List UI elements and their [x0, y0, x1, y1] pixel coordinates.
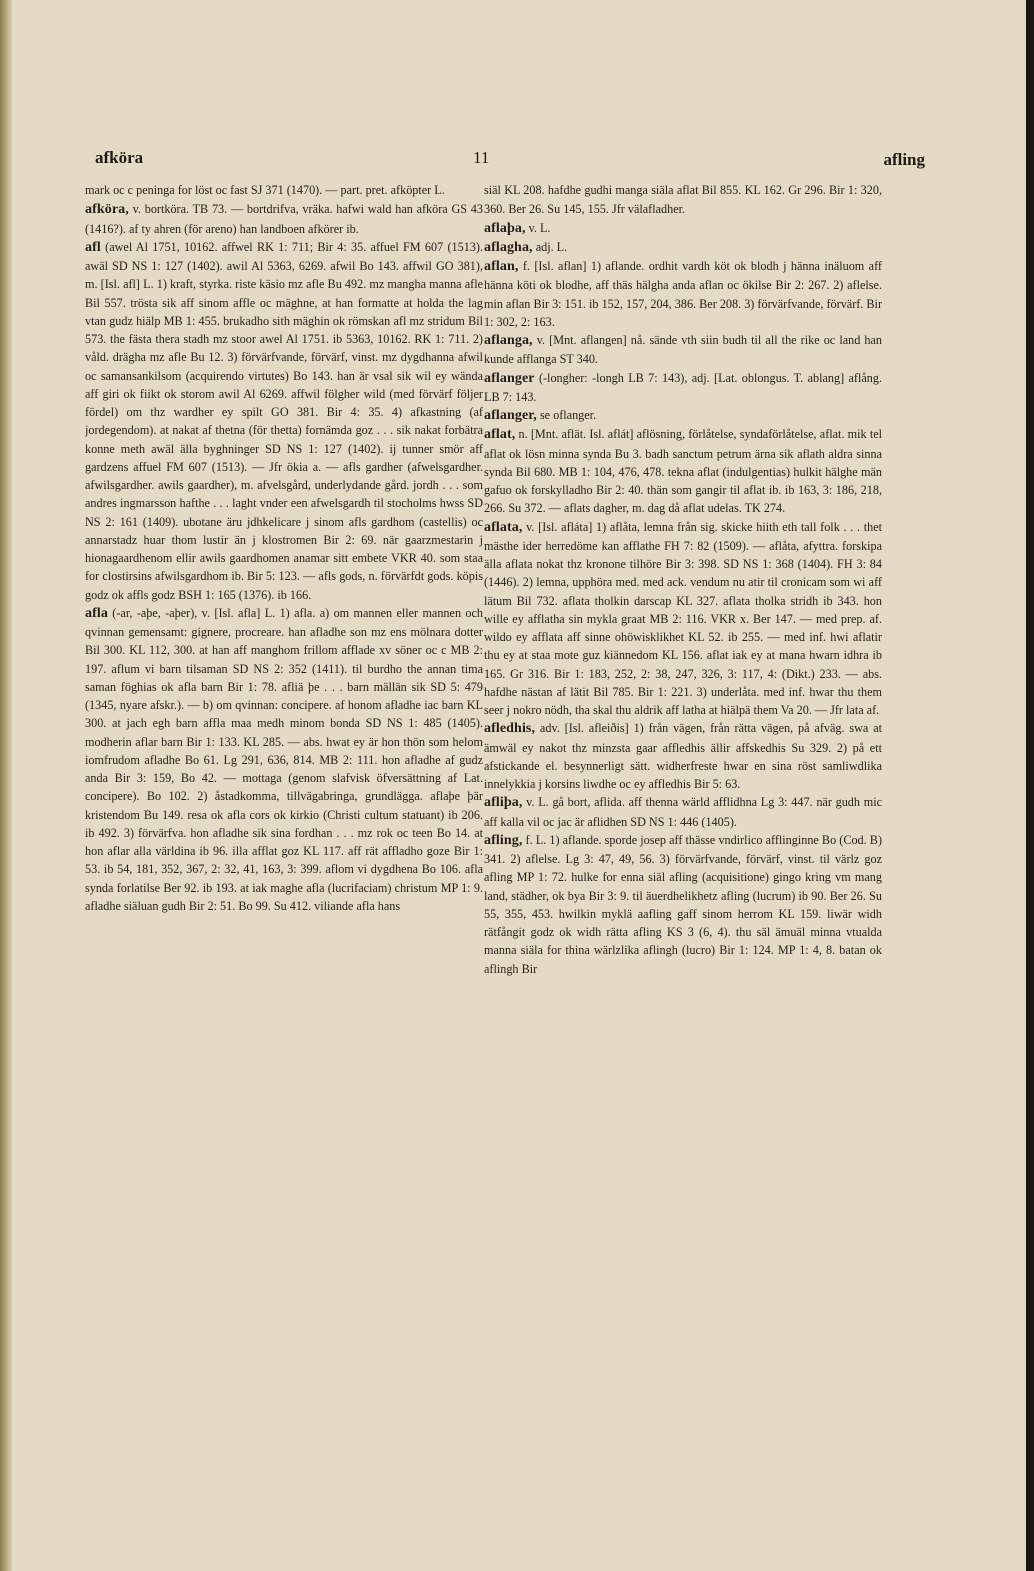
left-running-headword: afköra — [95, 148, 144, 167]
dictionary-entry — [85, 181, 483, 200]
dictionary-entry — [484, 831, 882, 978]
entry-headword: aflanger — [484, 370, 535, 386]
entry-text: n. [Mnt. aflät. Isl. aflát] aflösning, förlåtelse, syndaförlåtelse, aflat. mik tel aflat ok lösn minna synda Bu 3. badh sanctum petrum ärna sik aflath aldra sinna synda Bil 680. MB 1: 104, 476, 478. tekna aflat (indulgentias) hulkit hälghe män gafuo ok forskylladho Bir 2: 40. thän som gangir til aflat ib. ib 163, 3: 186, 218, 266. Su 372. — aflats dagher, m. dag då aflat udelas. TK 274. — [484, 427, 882, 516]
entry-headword: aflata, — [484, 519, 523, 535]
dictionary-entry — [484, 257, 882, 331]
entry-headword: afledhis, — [484, 721, 536, 737]
scan-border — [1026, 0, 1034, 1571]
entry-text: v. L. — [525, 220, 551, 235]
entry-text: v. [Mnt. aflangen] nå. sände vth siin budh til all the rike oc land han kunde afflanga ST 340. — [484, 333, 882, 367]
dictionary-entry — [85, 200, 483, 238]
dictionary-entry — [85, 604, 483, 915]
right-column — [484, 181, 882, 1371]
entry-text: adv. [Isl. afleiðis] 1) från vägen, från rätta vägen, på afväg. swa at ämwäl ey nakot thz minzsta gaar affledhis ällir affskedhis Su 329. 2) på ett afstickande el. besynnerligt sätt. widherfreste hwar en sina röst samliwdlika innelykkia j korsins liwdhe oc ey affledhis Bir 5: 63. — [484, 721, 882, 791]
entry-text: f. L. 1) aflande. sporde josep aff thässe vndirlico afflinginne Bo (Cod. B) 341. 2) aflelse. Lg 3: 47, 49, 56. 3) förvärfvande, förvärf, vinst. til värlz goz afling MP 1: 72. hulke for enna siäl afling (acquisitione) gingo kring vm mang land, städher, ok bya Bir 3: 9. til äuerdhelikhetz afling (lucrum) ib 90. Ber 26. Su 55, 355, 453. hwilkin myklä aafling gaff sinom herrom KL 159. liwär widh rätfångit godz ok widh rätta afling KS 3 (6, 4). thu säl ämuäl minna vtualda manna siäla for thina wärlzlika aflingh (lucro) Bir 1: 124. MP 1: 4, 8. batan ok aflingh Bir — [484, 832, 882, 976]
page-number: 11 — [473, 148, 490, 167]
entry-headword: aflagha, — [484, 239, 533, 255]
entry-headword: aflat, — [484, 427, 516, 443]
entry-headword: aflan, — [484, 259, 519, 274]
entry-headword: afliþa, — [484, 795, 523, 811]
entry-headword: aflanger, — [484, 408, 537, 423]
dictionary-entry — [484, 219, 882, 238]
entry-text: adj. L. — [532, 239, 568, 254]
entry-text: se oflanger. — [536, 408, 597, 422]
entry-text: mark oc c peninga for löst oc fast SJ 371 (1470). — part. pret. afköpter L. — [85, 183, 445, 197]
dictionary-entry — [484, 518, 882, 720]
entry-headword: afköra, — [85, 202, 129, 218]
dictionary-entry — [484, 238, 882, 257]
entry-text: v. L. gå bort, aflida. aff thenna wärld afflidhna Lg 3: 447. när gudh mic aff kalla vil oc jac är aflidhen SD NS 1: 446 (1405). — [484, 795, 882, 829]
entry-text: (-ar, -aþe, -aþer), v. [Isl. afla] L. 1) afla. a) om mannen eller mannen och qvinnan gemensamt: gignere, procreare. han afladhe son mz ens mölnara dotter Bil 300. KL 112, 300. at han aff manghom frillom afflade xv söner oc c MB 2: 197. aflum vi barn tilsaman SD NS 2: 352 (1411). til burdho the annan tima saman föghias ok afla barn Bir 1: 78. afliä þe . . . barn mällän sik SD 5: 479 (1345, nyare afskr.). — b) om qvinnan: concipere. af honom afladhe iac barn KL 300. at jach egh barn affla maa medh minom bonda SD NS 1: 485 (1405). modherin aflar barn Bir 1: 133. KL 285. — abs. hwat ey är hon thön som helom iomfrudom afladhe Bo 61. Lg 291, 636, 814. MB 2: 111. hon afladhe af gudz anda Bir 3: 159, Bo 42. — mottaga (genom slafvisk öfversättning af Lat. concipere). Bo 102. 2) åstadkomma, tillvägabringa, grundlägga. aflaþe þär kristendom Bu 149. resa ok afla cors ok kirkio (Christi cultum statuant) ib 206. ib 492. 3) förvärfva. hon afladhe sik sina fordhan . . . mz rok oc teen Bo 14. at hon aflar alla världina ib 96. illa afflat goz KL 117. aff rät affladho goze Bir 1: 53. ib 54, 181, 352, 367, 2: 32, 41, 163, 3: 399. aflom vi dygdhena Bo 106. afla synda forlatilse Ber 92. ib 193. at iak maghe afla (lucrifaciam) christum MP 1: 9. afladhe siäluan gudh Bir 2: 51. Bo 99. Su 412. viliande afla hans — [85, 605, 483, 913]
entry-headword: afling, — [484, 832, 523, 848]
entry-headword: afl — [85, 239, 101, 255]
page-binding-edge — [0, 0, 12, 1571]
right-running-headword: afling — [883, 150, 925, 169]
entry-headword: afla — [85, 605, 108, 621]
entry-text: f. [Isl. aflan] 1) aflande. ordhit vardh köt ok blodh j hänna inäluom aff hänna köti ok blodhe, aff thäs hälgha anda aflan oc ökilse Bir 2: 267. 2) aflelse. min aflan Bir 3: 151. ib 152, 157, 204, 386. Ber 208. 3) förvärfvande, förvärf. Bir 1: 302, 2: 163. — [484, 259, 882, 329]
dictionary-entry — [484, 719, 882, 793]
page-header — [95, 148, 925, 172]
dictionary-entry — [484, 793, 882, 831]
dictionary-entry — [484, 406, 882, 425]
dictionary-entry — [484, 331, 882, 369]
entry-text: v. bortköra. TB 73. — bortdrifva, vräka. hafwi wald han afköra GS 43 (1416?). af ty ahren (för areno) han landboen afkörer ib. — [85, 202, 483, 236]
entry-headword: aflaþa, — [484, 220, 526, 236]
entry-text: v. [Isl. afláta] 1) aflåta, lemna från sig. skicke hiith eth tall folk . . . thet mästhe ider herredöme kan afflathe FH 7: 82 (1509). — aflåta, afyttra. forskipa älla aflata nokat thz kronone tilhöre Bir 3: 398. SD NS 1: 368 (1404). FH 3: 84 (1446). 2) lemna, upphöra med. med ack. vendum nu atir til cronicam som wi aff lätum Bil 732. aflata tholkin darscap KL 327. aflata tholka stridh ib 343. hon wille ey afflatha sin mykla graat MB 2: 116. VKR x. Ber 147. — med prep. af. wildo ey afflata aff sinne ohöwisklikhet KL 52. ib 255. — med inf. hwi aflatir thu ey at staa mote guz kiännedom KL 156. aflat iak ey at mana hwarn idhra ib 165. Gr 316. Bir 1: 183, 252, 2: 38, 247, 326, 3: 117, 4: (Dikt.) 233. — abs. hafdhe nästan af lätit Bil 785. Bir 1: 221. 3) underlåta. med inf. hwar thu them seer j nokro nödh, tha skal thu aldrik aff latha at hiälpä them Va 20. — Jfr lata af. — [484, 519, 882, 717]
dictionary-entry — [484, 369, 882, 407]
entry-text: (awel Al 1751, 10162. affwel RK 1: 711; Bir 4: 35. affuel FM 607 (1513). awäl SD NS 1: 127 (1402). awil Al 5363, 6269. afwil Bo 143. affwil GO 381), m. [Isl. afl] L. 1) kraft, styrka. riste käsio mz afle Bu 492. mz mangha manna afle Bil 557. trösta sik aff sinom affle oc mäghne, at han formatte at holda the lag vtan gudz hiälp MB 1: 455. brukadho sith mäghin ok römskan afl mz stridum Bil 573. the fästa thera stadh mz stoor awel Al 1751. ib 5363, 10162. RK 1: 711. 2) våld. drägha mz afle Bu 12. 3) förvärfvande, förvärf, vinst. mz dygdhanna afwil oc samansankilsom (acquirendo virtutes) Bo 143. han är vsal sik wil ey wända aff giri ok fiikt ok storom awil Al 6269. affwil fölgher wild (med förvärf följer fördel) om thz wardher ey spilt GO 381. Bir 4: 35. 4) afkastning (af jordegendom). at nakat af thetna (för thetta) fornämda goz . . . sik nakat forbätra konne meth awäl älla byghninger SD NS 1: 127 (1402). ij tunner smör aff gardzens affuel FM 607 (1513). — Jfr ökia a. — afls gardher (afwelsgardher. afwilsgardher. awils gaardher), m. afvelsgård, underlydande gård. jordh . . . som andres ingmarsson hafthe . . . laght vnder een afwelsgardh til stocholms hwss SD NS 2: 161 (1409). ubotane äru jdhkelicare j sinom afls gardhom (castellis) oc annarstadz huar thom lustir än j klostromen Bir 2: 69. när gaarzmestarin j hionagaardhenom ellir awils gaardhomen anamar sitt embete VKR 40. som staa for clostirsins afwilsgardhom ib. Bir 5: 123. — afls gods, n. förvärfdt gods. köpis godz ok affls godz BSH 1: 165 (1376). ib 166. — [85, 239, 483, 602]
entry-text: siäl KL 208. hafdhe gudhi manga siäla aflat Bil 855. KL 162. Gr 296. Bir 1: 320, 360. Ber 26. Su 145, 155. Jfr välafladher. — [484, 183, 882, 217]
entry-headword: aflanga, — [484, 333, 533, 348]
left-column — [85, 181, 483, 1371]
dictionary-entry — [484, 181, 882, 219]
entry-text: (-longher: -longh LB 7: 143), adj. [Lat. oblongus. T. ablang] aflång. LB 7: 143. — [484, 370, 882, 404]
dictionary-entry — [85, 238, 483, 604]
dictionary-entry — [484, 425, 882, 517]
